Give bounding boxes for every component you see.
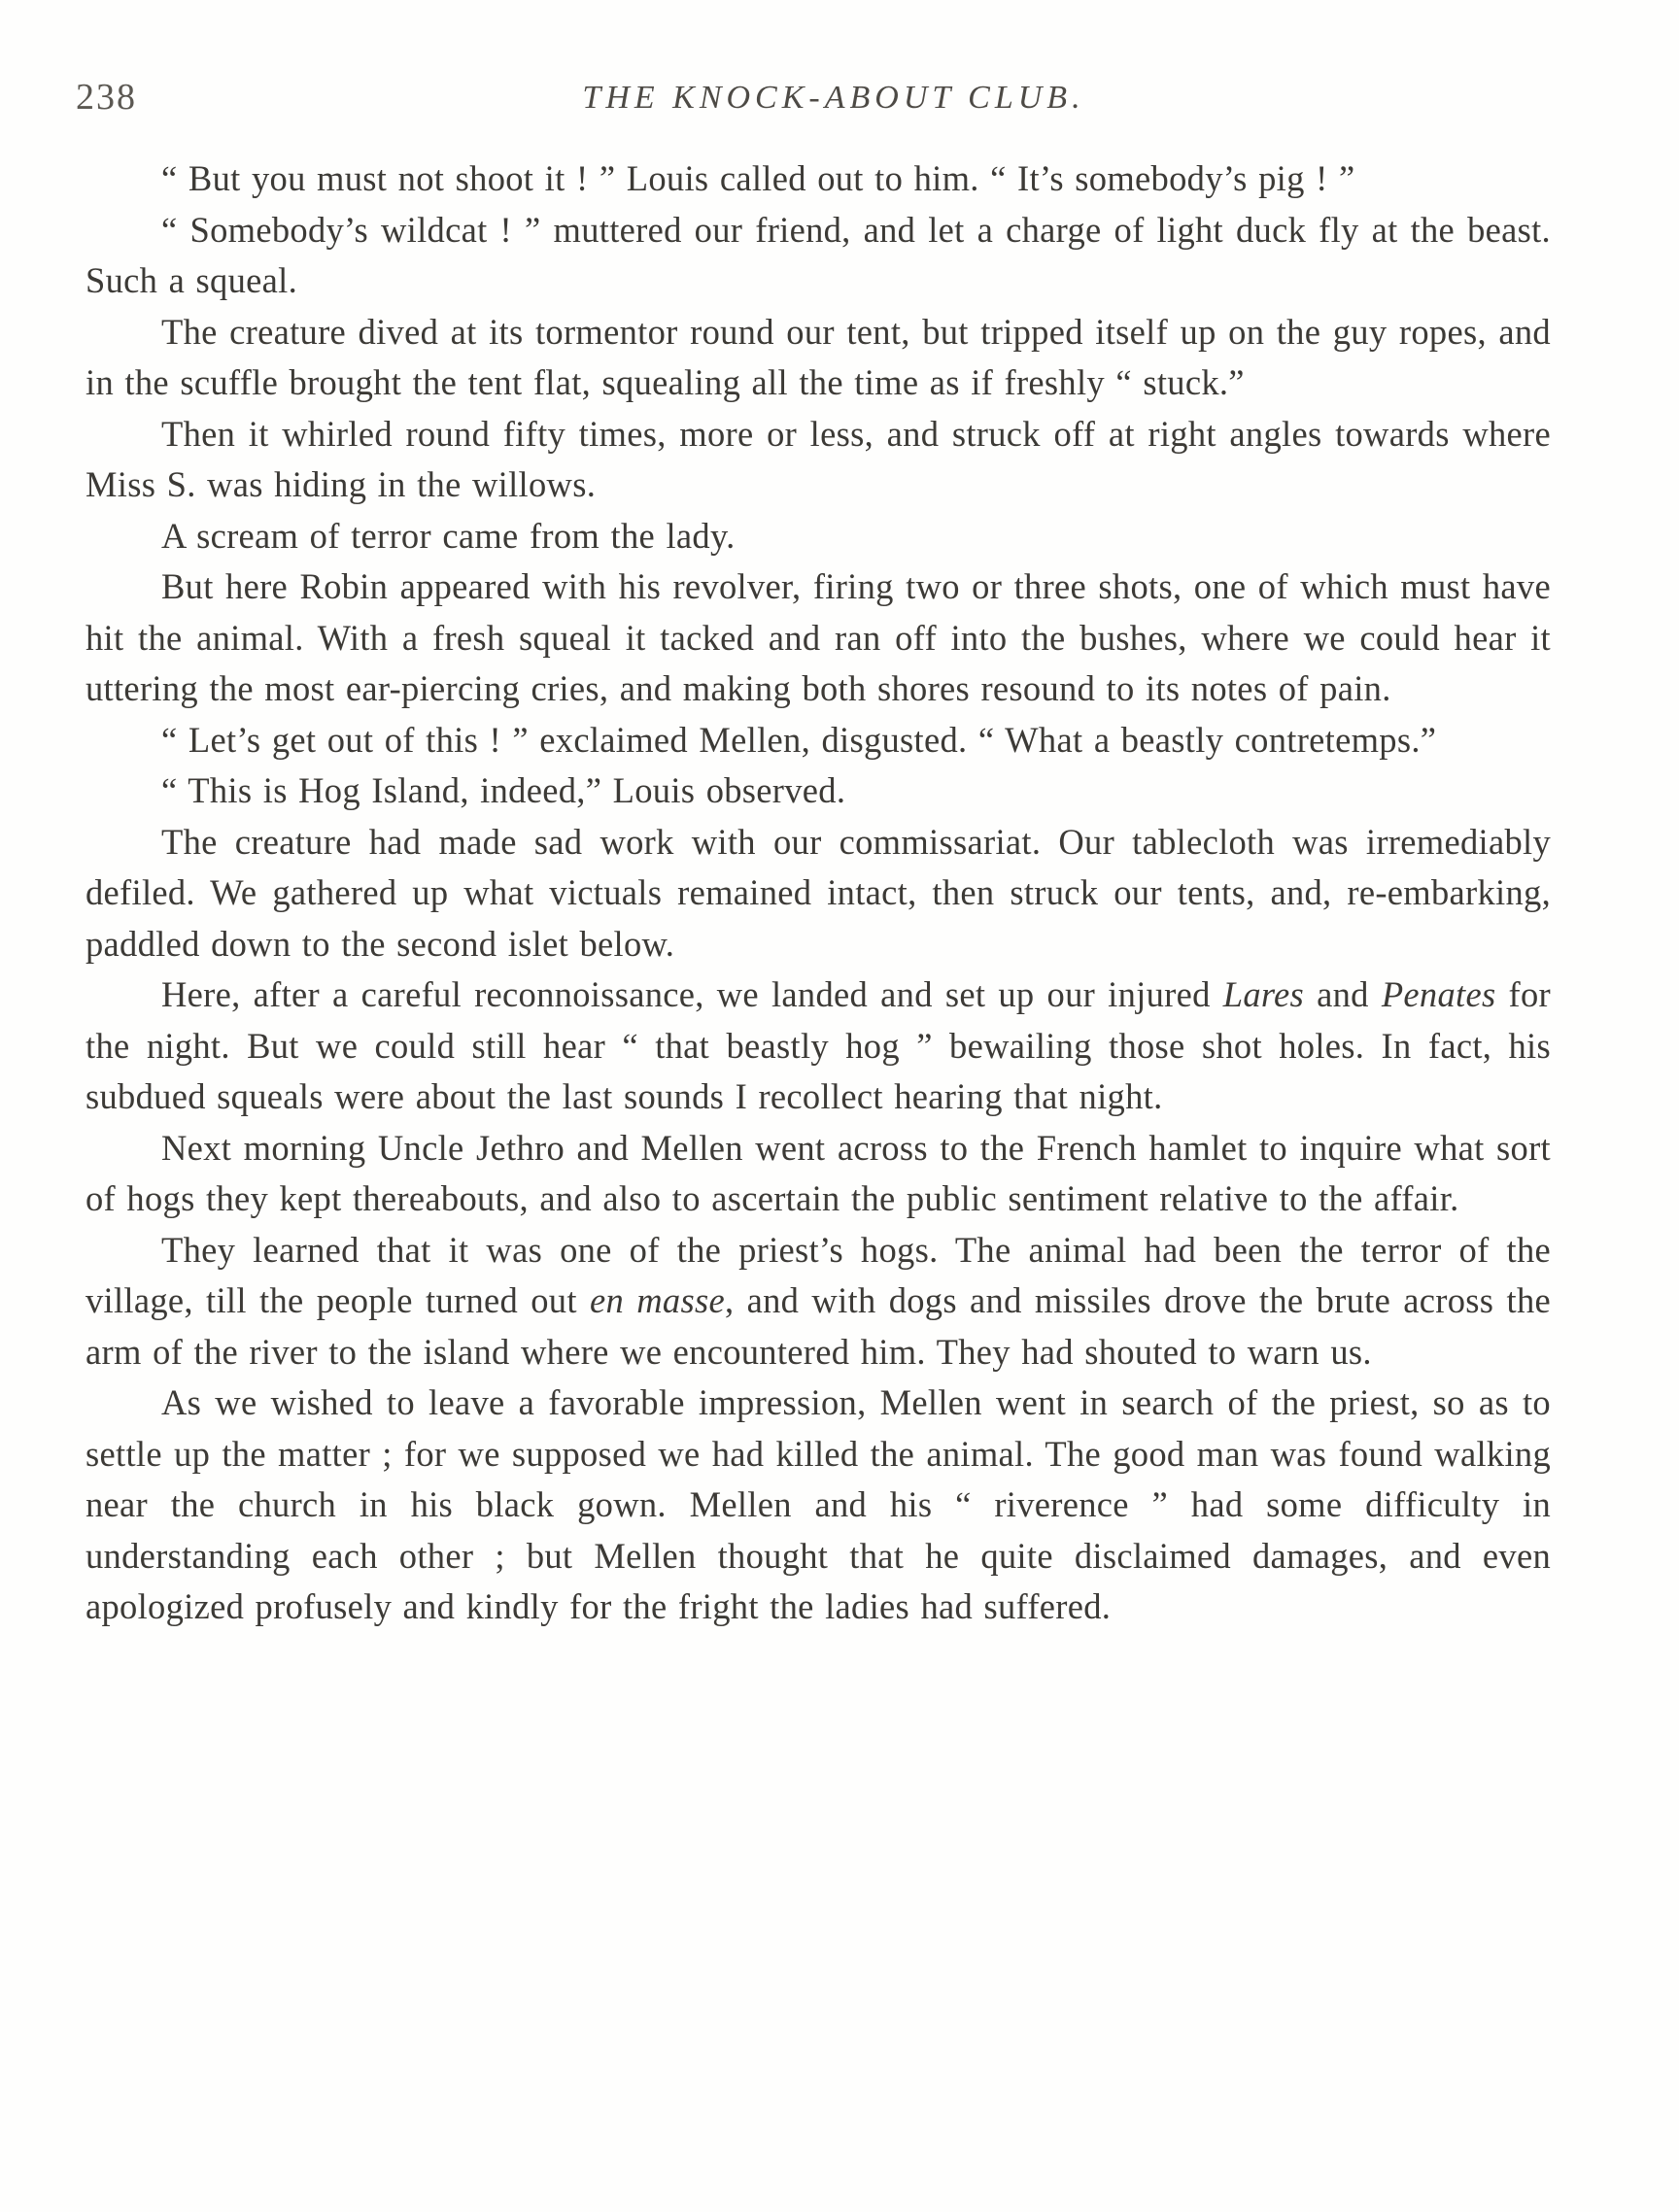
page-number: 238 [76, 77, 137, 118]
paragraph: A scream of terror came from the lady. [161, 515, 736, 556]
body-text [86, 153, 1551, 1633]
paragraph: Next morning Uncle Jethro and Mellen went across to the French hamlet to inquire what sort of hogs they kept thereabouts, and also to ascertain the public sentiment relative to the affair. [86, 1127, 1551, 1218]
paragraph: The creature dived at its tormentor round our tent, but tripped itself up on the guy ropes, and in the scuffle brought the tent flat, squealing all the time as if freshly “ stuck.” [86, 311, 1551, 402]
paragraph: “ Somebody’s wildcat ! ” muttered our friend, and let a charge of light duck fly at the beast. Such a squeal. [86, 209, 1551, 300]
paragraph-text-segment: and [1304, 974, 1382, 1014]
paragraph: “ But you must not shoot it ! ” Louis called out to him. “ It’s somebody’s pig ! ” [161, 158, 1355, 198]
italic-term-penates: Penates [1381, 974, 1496, 1014]
paragraph: The creature had made sad work with our commissariat. Our tablecloth was irremediably defiled. We gathered up what victuals remained intact, then struck our tents, and, re-embarking, paddled down to the second islet below. [86, 821, 1551, 964]
running-head [76, 76, 1553, 130]
paragraph: But here Robin appeared with his revolver, firing two or three shots, one of which must have hit the animal. With a fresh squeal it tacked and ran off into the bushes, where we could hear it uttering the most ear-piercing cries, and making both shores resound to its notes of pain. [86, 566, 1551, 708]
paragraph: “ Let’s get out of this ! ” exclaimed Mellen, disgusted. “ What a beastly contretemps.” [161, 719, 1437, 760]
paragraph-text-segment: They learned that it was one of the priest’s hogs. The animal had been the terror of the village, till the people turned out [86, 1229, 1551, 1320]
running-title: THE KNOCK-ABOUT CLUB. [582, 80, 1085, 116]
paragraph-text-segment: for the night. But we could still hear “ that beastly hog ” bewailing those shot holes. In fact, his subdued squeals were about the last sounds I recollect hearing that night. [86, 974, 1552, 1116]
paragraph-lares-penates [86, 970, 1551, 1123]
paragraph-text-segment: , and with dogs and missiles drove the brute across the arm of the river to the island where we encountered him. They had shouted to warn us. [86, 1280, 1551, 1372]
italic-term-lares: Lares [1222, 974, 1305, 1014]
paragraph: As we wished to leave a favorable impression, Mellen went in search of the priest, so as to settle up the matter ; for we supposed we had killed the animal. The good man was found walking near the church in his black gown. Mellen and his “ riverence ” had some difficulty in understanding each other ; but Mellen thought that he quite disclaimed damages, and even apologized profusely and kindly for the fright the ladies had suffered. [86, 1382, 1551, 1626]
paragraph: “ This is Hog Island, indeed,” Louis observed. [161, 770, 846, 810]
italic-term-en-masse: en masse [590, 1280, 725, 1320]
paragraph-en-masse [86, 1225, 1551, 1378]
paragraph-text-segment: Here, after a careful reconnoissance, we landed and set up our injured [161, 974, 1223, 1014]
paragraph: Then it whirled round fifty times, more or less, and struck off at right angles towards where Miss S. was hiding in the willows. [86, 413, 1551, 504]
